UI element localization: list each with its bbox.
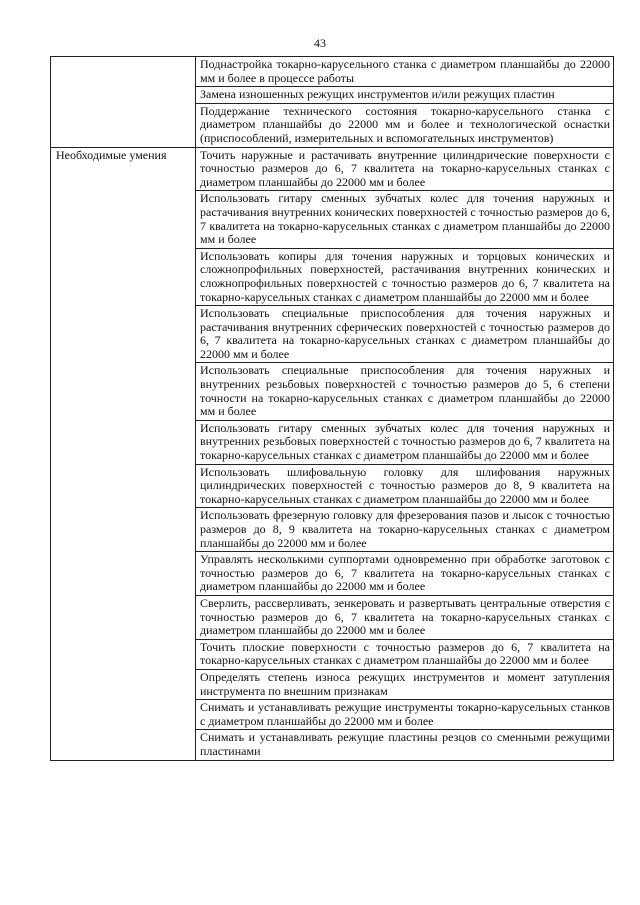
skills-label-cell: Необходимые умения xyxy=(51,147,196,760)
table-cell-text: Использовать копиры для точения наружных и торцовых конических и сложнопрофильных поверхностей, растачивания внутренних конических и сложнопрофильных поверхностей с точностью размеров до 6, 7 квалитета на токарно-карусельных станках с диаметром планшайбы до 22000 мм и более xyxy=(196,248,614,305)
table-cell-text: Управлять несколькими суппортами одновременно при обработке заготовок с точностью размеров до 6, 7 квалитета на токарно-карусельных станках с диаметром планшайбы до 22000 мм и более xyxy=(196,552,614,596)
table-cell-text: Определять степень износа режущих инструментов и момент затупления инструмента по внешним признакам xyxy=(196,669,614,699)
table-cell-text: Использовать специальные приспособления для точения наружных и внутренних резьбовых поверхностей с точностью размеров до 5, 6 степени точности на токарно-карусельных станках с диаметром планшайбы до 22000 мм и более xyxy=(196,363,614,420)
table-cell-text: Использовать фрезерную головку для фрезерования пазов и лысок с точностью размеров до 8, 9 квалитета на токарно-карусельных станках с диаметром планшайбы до 22000 мм и более xyxy=(196,508,614,552)
table-cell-text: Сверлить, рассверливать, зенкеровать и развертывать центральные отверстия с точностью размеров до 6, 7 квалитета на токарно-карусельных станках с диаметром планшайбы до 22000 мм и более xyxy=(196,595,614,639)
empty-label-cell xyxy=(51,57,196,148)
table-cell-text: Использовать гитару сменных зубчатых колес для точения наружных и внутренних резьбовых поверхностей с точностью размеров до 6, 7 квалитета на токарно-карусельных станках с диаметром планшайбы до 22000 мм и более xyxy=(196,420,614,464)
table-cell-text: Снимать и устанавливать режущие пластины резцов со сменными режущими пластинами xyxy=(196,730,614,760)
competency-table xyxy=(50,56,614,761)
table-cell-text: Замена изношенных режущих инструментов и/или режущих пластин xyxy=(196,87,614,104)
table-cell-text: Использовать специальные приспособления для точения наружных и растачивания внутренних сферических поверхностей с точностью размеров до 6, 7 квалитета на токарно-карусельных станках с диаметром планшайбы до 22000 мм и более xyxy=(196,306,614,363)
table-cell-text: Точить плоские поверхности с точностью размеров до 6, 7 квалитета на токарно-карусельных станках с диаметром планшайбы до 22000 мм и более xyxy=(196,639,614,669)
table-cell-text: Поднастройка токарно-карусельного станка с диаметром планшайбы до 22000 мм и более в процессе работы xyxy=(196,57,614,87)
table-cell-text: Использовать гитару сменных зубчатых колес для точения наружных и растачивания внутренних конических поверхностей с точностью размеров до 6, 7 квалитета на токарно-карусельных станках с диаметром планшайбы до 22000 мм и более xyxy=(196,191,614,248)
page-number: 43 xyxy=(314,36,326,50)
table-row xyxy=(51,147,614,191)
table-cell-text: Поддержание технического состояния токарно-карусельного станка с диаметром планшайбы до 22000 мм и более и технологической оснастки (приспособлений, измерительных и вспомогательных инструментов) xyxy=(196,103,614,147)
table-cell-text: Снимать и устанавливать режущие инструменты токарно-карусельных станков с диаметром планшайбы до 22000 мм и более xyxy=(196,700,614,730)
table-cell-text: Точить наружные и растачивать внутренние цилиндрические поверхности с точностью размеров до 6, 7 квалитета на токарно-карусельных станках с диаметром планшайбы до 22000 мм и более xyxy=(196,147,614,191)
table-row xyxy=(51,57,614,87)
table-cell-text: Использовать шлифовальную головку для шлифования наружных цилиндрических поверхностей с точностью размеров до 8, 9 квалитета на токарно-карусельных станках с диаметром планшайбы до 22000 мм и более xyxy=(196,464,614,508)
